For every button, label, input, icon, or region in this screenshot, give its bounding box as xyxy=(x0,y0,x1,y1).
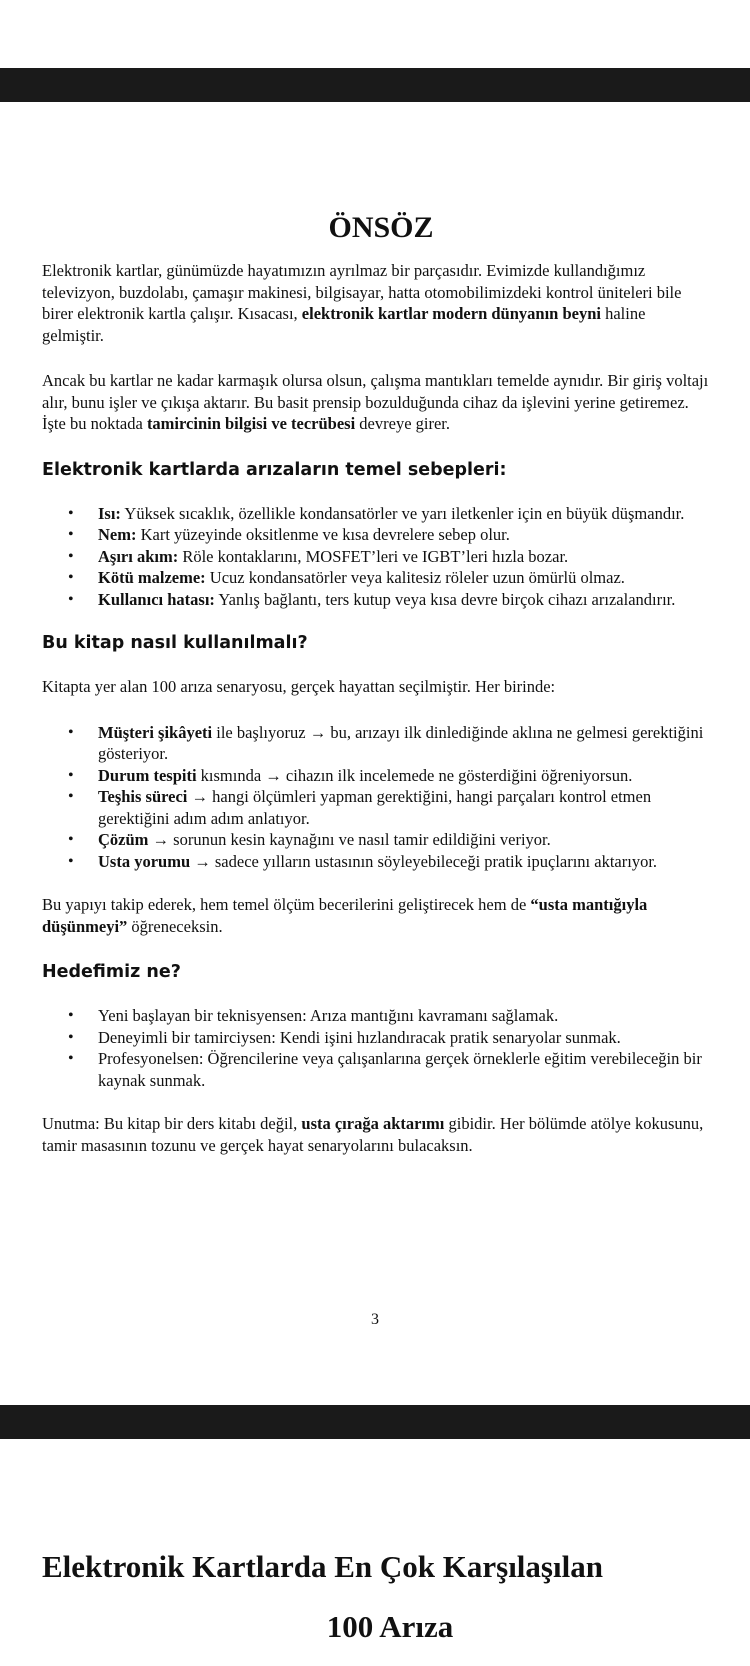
usage-closing-text: Bu yapıyı takip ederek, hem temel ölçüm becerilerini geliştirecek hem de xyxy=(42,895,531,914)
goal-closing-bold: usta çırağa aktarımı xyxy=(301,1114,445,1133)
goal-closing xyxy=(42,1113,710,1156)
list-item xyxy=(42,786,710,829)
goal-list xyxy=(42,1005,710,1091)
list-item-text: Röle kontaklarını, MOSFET’leri ve IGBT’leri hızla bozar. xyxy=(178,546,569,566)
intro-text: devreye girer. xyxy=(355,414,450,433)
list-item-term: Kötü malzeme: xyxy=(98,568,206,587)
list-item-term: Aşırı akım: xyxy=(98,546,179,566)
list-item-text: → sadece yılların ustasının söyleyebileceği pratik ipuçlarını aktarıyor. xyxy=(190,851,658,871)
list-item-text: ile başlıyoruz → bu, arızayı ilk dinlediğinde aklına ne gelmesi gerektiğini gösteriyor. xyxy=(98,722,704,763)
list-item xyxy=(42,722,710,765)
intro-bold-text: tamircinin bilgisi ve tecrübesi xyxy=(146,414,356,433)
page-separator-bottom xyxy=(0,1405,750,1439)
list-item-text: Yüksek sıcaklık, özellikle kondansatörler ve yarı iletkenler için en büyük düşmandır. xyxy=(120,503,685,523)
list-item xyxy=(42,765,710,787)
intro-text: haline gelmiştir. xyxy=(42,304,646,345)
list-item-text: Kart yüzeyinde oksitlenme ve kısa devrelere sebep olur. xyxy=(136,525,510,544)
list-item xyxy=(42,524,710,546)
page-title: ÖNSÖZ xyxy=(328,211,434,244)
intro-text: Elektronik kartlar, günümüzde hayatımızın ayrılmaz bir parçasıdır. Evimizde kullandığımız televizyon, buzdolabı, çamaşır makinesi, bilgisayar, hatta otomobilimizdeki kontrol üniteleri bile birer elektronik kartla çalışır. Kısacası, xyxy=(42,261,682,323)
list-item: • Profesyonelsen: Öğrencilerine veya çalışanlarına gerçek örneklerle eğitim verebileceğin bir kaynak sunmak. xyxy=(42,1048,710,1091)
intro-bold-text: elektronik kartlar modern dünyanın beyni xyxy=(301,304,601,323)
intro-paragraph-2 xyxy=(42,370,710,435)
list-item: • Yeni başlayan bir teknisyensen: Arıza mantığını kavramanı sağlamak. xyxy=(42,1005,710,1027)
list-item-text: Yanlış bağlantı, ters kutup veya kısa devre birçok cihazı arızalandırır. xyxy=(214,589,676,609)
list-item-term: Kullanıcı hatası: xyxy=(98,589,215,609)
list-item xyxy=(42,851,710,873)
list-item-term: Müşteri şikâyeti xyxy=(98,722,213,742)
intro-paragraph-1 xyxy=(42,260,710,346)
list-item-term: Durum tespiti xyxy=(98,765,197,785)
next-page-subtitle: 100 Arıza xyxy=(326,1609,454,1644)
list-item-term: Çözüm xyxy=(98,830,149,849)
goal-heading: Hedefimiz ne? xyxy=(42,962,181,982)
list-item xyxy=(42,589,710,611)
usage-closing-bold: “usta mantığıyla düşünmeyi” xyxy=(42,895,648,936)
list-item-text: kısmında → cihazın ilk incelemede ne gösterdiğini öğreniyorsun. xyxy=(196,765,633,785)
list-item-term: Isı: xyxy=(98,503,121,523)
usage-closing-text: öğreneceksin. xyxy=(127,916,223,936)
goal-closing-text: Unutma: Bu kitap bir ders kitabı değil, xyxy=(42,1114,302,1133)
usage-heading: Bu kitap nasıl kullanılmalı? xyxy=(42,633,308,653)
intro-text: Ancak bu kartlar ne kadar karmaşık olursa olsun, çalışma mantıkları temelde aynıdır. Bir giriş voltajı alır, bunu işler ve çıkışa aktarır. Bu basit prensip bozulduğunda cihaz da işlevini yerine getiremez. İşte bu noktada xyxy=(42,371,709,433)
goal-closing-text: gibidir. Her bölümde atölye kokusunu, tamir masasının tozunu ve gerçek hayat senaryolarını bulacaksın. xyxy=(42,1114,704,1155)
causes-list xyxy=(42,503,710,611)
list-item xyxy=(42,546,710,568)
causes-heading: Elektronik kartlarda arızaların temel sebepleri: xyxy=(42,459,507,480)
list-item-text: → hangi ölçümleri yapman gerektiğini, hangi parçaları kontrol etmen gerektiğini adım adım anlatıyor. xyxy=(98,787,652,828)
document-page xyxy=(42,210,710,1180)
usage-intro: Kitapta yer alan 100 arıza senaryosu, gerçek hayattan seçilmiştir. Her birinde: xyxy=(42,677,556,696)
list-item-term: Nem: xyxy=(98,525,137,544)
next-page-title: Elektronik Kartlarda En Çok Karşılaşılan xyxy=(42,1549,603,1584)
list-item xyxy=(42,567,710,589)
list-item-text: → sorunun kesin kaynağını ve nasıl tamir edildiğini veriyor. xyxy=(148,830,551,849)
list-item xyxy=(42,503,710,525)
usage-closing xyxy=(42,894,710,937)
page-number: 3 xyxy=(371,1311,379,1328)
list-item-term: Teşhis süreci xyxy=(98,787,188,806)
list-item-term: Usta yorumu xyxy=(98,851,191,871)
list-item xyxy=(42,829,710,851)
list-item: • Deneyimli bir tamirciysen: Kendi işini hızlandıracak pratik senaryolar sunmak. xyxy=(42,1027,710,1049)
list-item-text: Ucuz kondansatörler veya kalitesiz röleler uzun ömürlü olmaz. xyxy=(205,568,625,587)
page-separator-top xyxy=(0,68,750,102)
usage-list xyxy=(42,722,710,873)
